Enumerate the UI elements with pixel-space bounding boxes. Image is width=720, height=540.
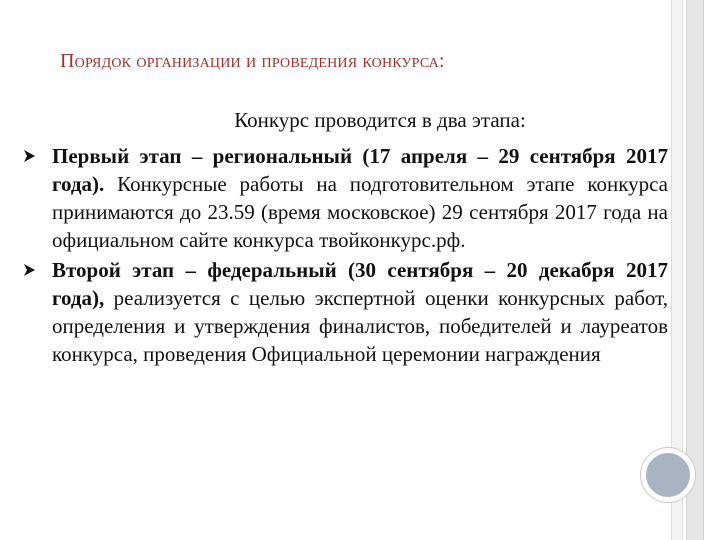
bullet-item-second-stage (22, 256, 668, 368)
bullet-text: реализуется с целью экспертной оценки конкурсных работ, определения и утверждения финалистов, победителей и лауреатов конкурса, проведения Официальной церемонии награждения (52, 286, 668, 366)
arrow-bullet-icon (22, 263, 36, 277)
slide-title: Порядок организации и проведения конкурса: (60, 50, 445, 72)
arrow-bullet-icon (22, 149, 36, 163)
bullet-text: Конкурсные работы на подготовительном этапе конкурса принимаются до 23.59 (время московское) 29 сентября 2017 года на официальном сайте конкурса твойконкурс.рф. (52, 172, 668, 252)
bullet-heading: Второй этап – федеральный (30 сентября – 20 декабря 2017 года), (52, 258, 668, 310)
bullet-item-first-stage (22, 142, 668, 254)
slide-subtitle: Конкурс проводится в два этапа: (234, 108, 526, 132)
bullet-list (22, 142, 668, 370)
bullet-heading: Первый этап – региональный (17 апреля – 29 сентября 2017 года). (52, 144, 668, 196)
decorative-circle (641, 448, 695, 502)
